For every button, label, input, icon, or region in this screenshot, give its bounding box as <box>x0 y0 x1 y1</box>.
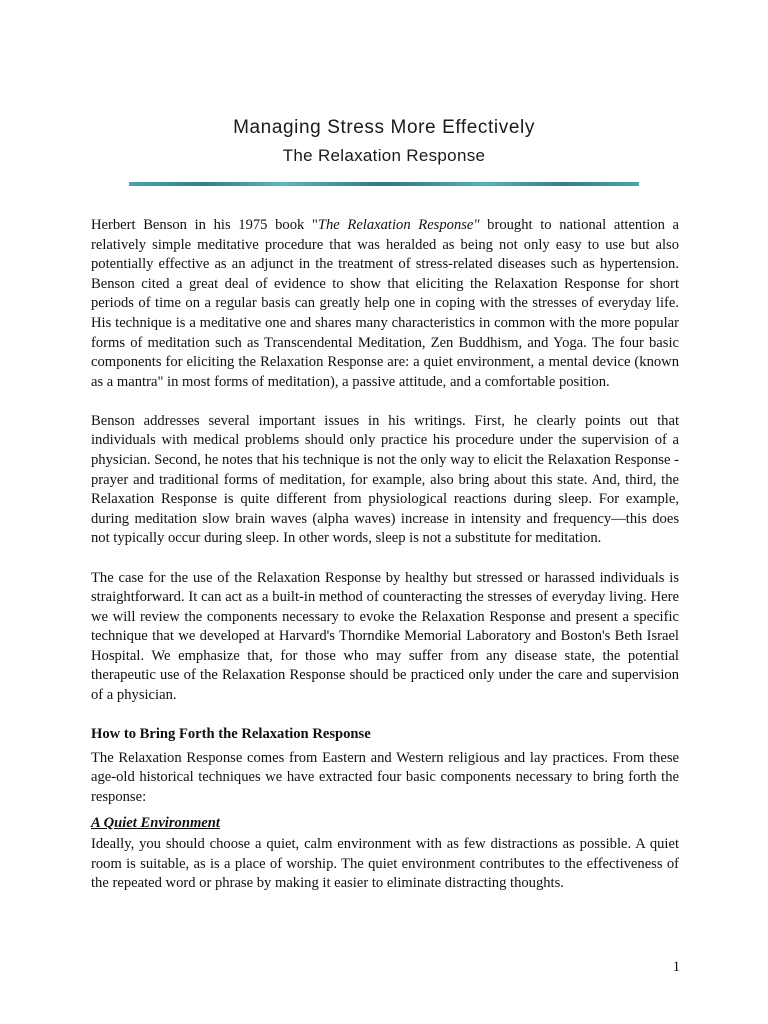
page-title: Managing Stress More Effectively <box>233 117 535 138</box>
section-heading: How to Bring Forth the Relaxation Response <box>91 726 371 743</box>
paragraph-introduction-lead: Herbert Benson in his 1975 book " <box>91 217 318 233</box>
document-body <box>91 216 679 894</box>
paragraph-origins: The Relaxation Response comes from Eastern and Western religious and lay practices. From these age-old historical techniques we have extracted four basic components necessary to bring forth the response: <box>91 749 679 805</box>
paragraph-introduction <box>91 216 679 392</box>
paragraph-introduction-text: brought to national attention a relatively simple meditative procedure that was heralded as being not only easy to use but also potentially effective as an adjunct in the treatment of stress-related diseases such as hypertension. Benson cited a great deal of evidence to show that eliciting the Relaxation Response for short periods of time on a regular basis can greatly help one in coping with the stresses of everyday life. His technique is a meditative one and shares many characteristics in common with the more popular forms of meditation such as Transcendental Meditation, Zen Buddhism, and Yoga. The four basic components for eliciting the Relaxation Response are: a quiet environment, a mental device (known as a mantra" in most forms of meditation), a passive attitude, and a comfortable position. <box>91 217 680 390</box>
paragraph-benson-issues: Benson addresses several important issues in his writings. First, he clearly points out that individuals with medical problems should only practice his procedure under the supervision of a physician. Second, he notes that his technique is not the only way to elicit the Relaxation Response - prayer and traditional forms of meditation, for example, also bring about this state. And, third, the Relaxation Response is quite different from physiological reactions during sleep. For example, during meditation slow brain waves (alpha waves) increase in intensity and frequency—this does not typically occur during sleep. In other words, sleep is not a substitute for meditation. <box>91 412 679 547</box>
page-subtitle: The Relaxation Response <box>282 146 486 165</box>
paragraph-case-for-use: The case for the use of the Relaxation Response by healthy but stressed or harassed individuals is straightforward. It can act as a built-in method of counteracting the stresses of everyday living. Here we will review the components necessary to evoke the Relaxation Response and present a specific technique that we developed at Harvard's Thorndike Memorial Laboratory and Boston's Beth Israel Hospital. We emphasize that, for those who may suffer from any disease state, the potential therapeutic use of the Relaxation Response should be practiced only under the care and supervision of a physician. <box>91 569 679 704</box>
subheading-quiet-environment: A Quiet Environment <box>91 814 220 831</box>
book-title: The Relaxation Response" <box>317 217 480 233</box>
paragraph-quiet-environment: Ideally, you should choose a quiet, calm environment with as few distractions as possible. A quiet room is suitable, as is a place of worship. The quiet environment contributes to the effectiveness of the repeated word or phrase by making it easier to eliminate distracting thoughts. <box>91 836 679 892</box>
title-divider <box>129 182 639 186</box>
page-number: 1 <box>672 959 680 975</box>
